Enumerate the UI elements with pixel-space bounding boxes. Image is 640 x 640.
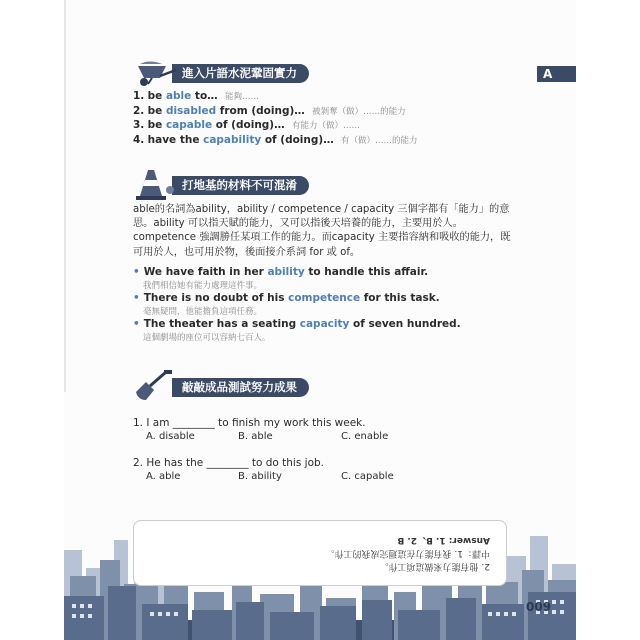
phrase-number: 3.	[133, 119, 145, 131]
phrase-translation: 能夠……	[225, 92, 260, 102]
bullet: •	[133, 292, 140, 304]
phrase-text-tail: of (doing)…	[212, 119, 285, 131]
quiz-options	[133, 430, 394, 444]
phrase-text: be	[147, 119, 166, 131]
section-tab: A	[537, 66, 576, 82]
phrase-number: 1.	[133, 90, 145, 102]
phrase-text: be	[147, 90, 166, 102]
answer-key	[310, 533, 490, 546]
phrase-translation: 有能力（做）……	[291, 121, 360, 131]
usage-section-header	[132, 168, 309, 202]
quiz-option: C. capable	[341, 471, 394, 482]
answer-box	[133, 520, 507, 586]
phrase-translation: 被剝奪（做）……的能力	[312, 106, 406, 117]
phrase-item	[133, 105, 418, 120]
phrase-text: be	[147, 104, 166, 117]
bullet: •	[133, 266, 140, 278]
phrase-keyword: disabled	[165, 104, 217, 117]
phrase-text-tail: from (doing)…	[216, 104, 305, 117]
example-list	[133, 266, 523, 344]
traffic-cone-icon	[132, 168, 178, 202]
phrase-keyword: capability	[203, 133, 262, 146]
phrase-text-tail: to…	[191, 90, 218, 102]
quiz-option: A. disable	[146, 431, 195, 442]
example-text: We have faith in her	[143, 266, 268, 278]
quiz-section-header	[132, 370, 309, 404]
example-text: The theater has a seating	[143, 318, 300, 330]
quiz-question: 1. I am ________ to finish my work this week.	[133, 417, 366, 429]
page-gutter	[64, 0, 66, 392]
phrase-translation: 有（做）……的能力	[341, 135, 418, 146]
quiz	[133, 416, 394, 484]
example-keyword: competence	[288, 292, 361, 304]
example-keyword: capacity	[299, 318, 350, 330]
phrase-text: have the	[147, 133, 204, 146]
quiz-section-title: 敲敲成品測試努力成果	[172, 378, 309, 397]
example-text-tail: to handle this affair.	[304, 266, 429, 278]
answer-key-text: Answer: 1. B、2. B	[397, 535, 490, 545]
example-item	[133, 318, 523, 344]
usage-section-title: 打地基的材料不可混淆	[172, 176, 309, 195]
bullet: •	[133, 318, 140, 330]
phrase-keyword: able	[165, 90, 192, 102]
quiz-option: B. ability	[238, 471, 282, 482]
example-translation: 這個劇場的座位可以容納七百人。	[143, 332, 271, 343]
quiz-question: 2. He has the ________ to do this job.	[133, 457, 324, 469]
example-translation: 毫無疑問，他能擔負這項任務。	[143, 306, 263, 317]
answer-translation-2: 2. 他有能力來做這項工作。	[379, 561, 490, 571]
example-sentence	[133, 292, 523, 306]
example-text-tail: of seven hundred.	[349, 318, 461, 330]
phrase-item	[133, 119, 418, 134]
example-sentence	[133, 266, 523, 280]
phrase-text-tail: of (doing)…	[261, 133, 334, 146]
phrase-item	[133, 134, 418, 149]
wheelbarrow-icon	[132, 56, 178, 90]
shovel-icon	[132, 370, 178, 404]
example-keyword: ability	[267, 266, 305, 278]
usage-paragraph: able的名詞為ability，ability / competence / capacity 三個字都有「能力」的意思。ability 可以指天賦的能力，又可以指後天培養的能力，主要用於人。competence 強調勝任某項工作的能力。而capacity 主要指容納和吸收的能力，既可用於人，也可用於物，後面接介系詞 for 或 of。	[133, 204, 511, 258]
page-number: 009	[526, 600, 552, 614]
quiz-option: C. enable	[341, 431, 389, 442]
phrase-item	[133, 90, 418, 105]
quiz-option: B. able	[238, 431, 273, 442]
answer-content-inverted	[310, 533, 490, 572]
phrase-number: 4.	[133, 133, 145, 146]
phrase-keyword: capable	[165, 119, 213, 131]
example-item	[133, 266, 523, 292]
answer-translation-1: 中譯：1. 我有能力在這週完成我的工作。	[325, 548, 490, 558]
example-text: There is no doubt of his	[143, 292, 289, 304]
example-text-tail: for this task.	[360, 292, 440, 304]
example-sentence	[133, 318, 523, 332]
phrases-section-title: 進入片語水泥鞏固實力	[172, 64, 309, 83]
phrase-number: 2.	[133, 104, 145, 117]
quiz-option: A. able	[146, 471, 181, 482]
phrases-section-header	[132, 56, 309, 90]
phrase-list	[133, 90, 418, 148]
example-item	[133, 292, 523, 318]
example-translation: 我們相信她有能力處理這件事。	[143, 280, 263, 291]
quiz-options	[133, 470, 394, 484]
